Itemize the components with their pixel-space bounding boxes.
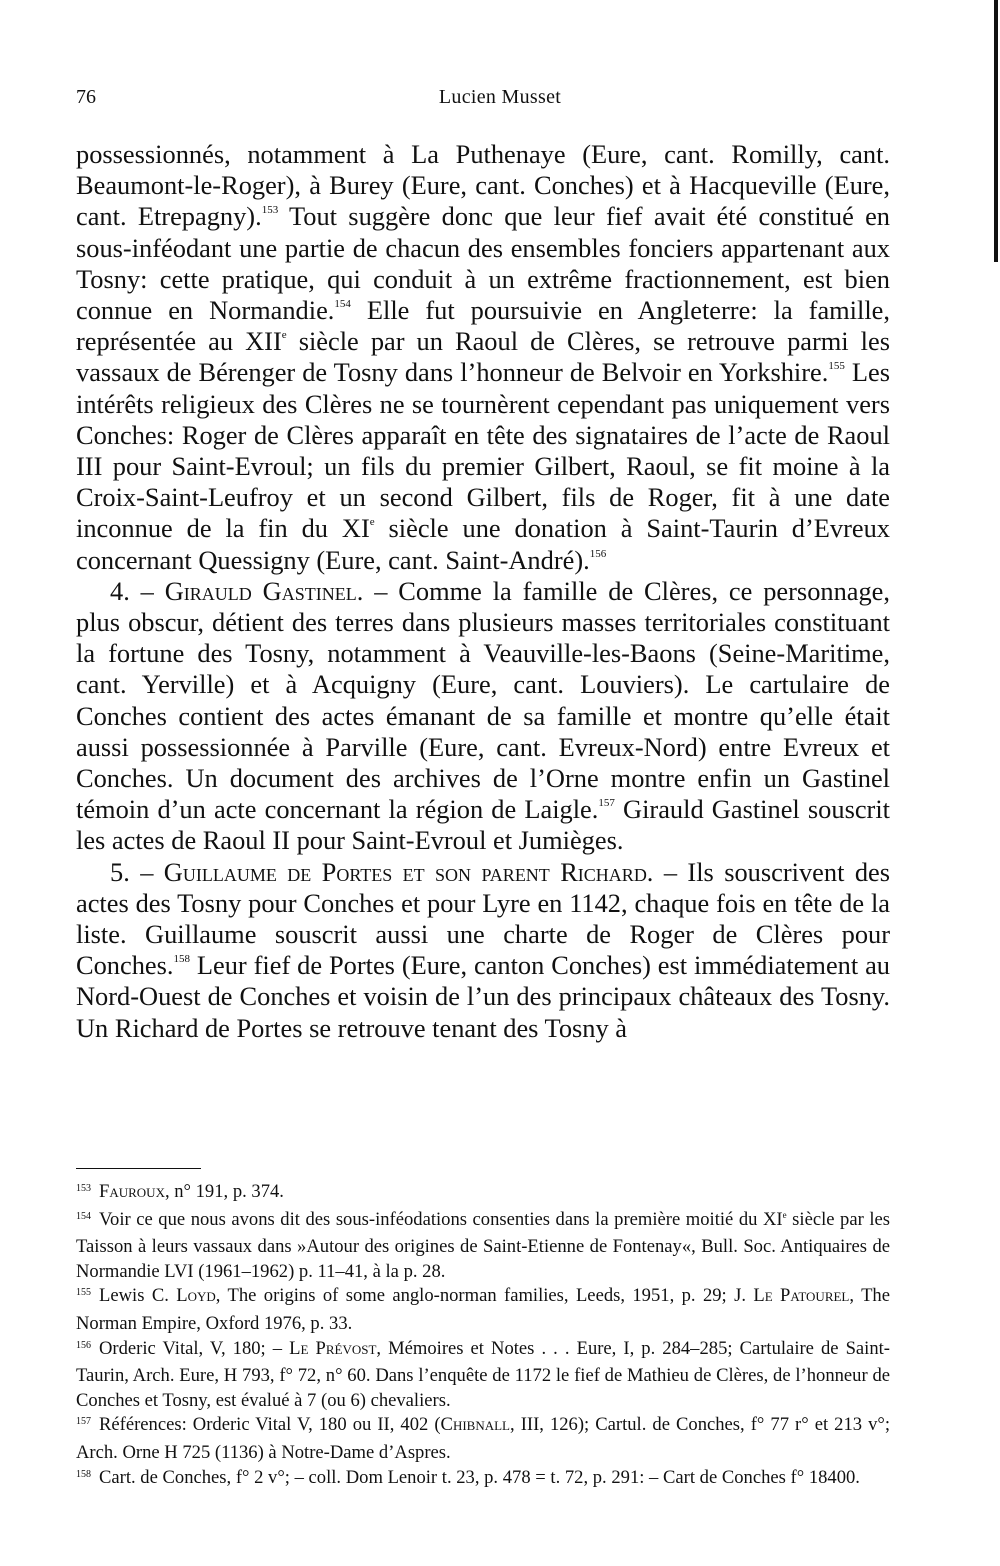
section-heading: Guillaume de Portes et son parent Richard. <box>163 856 654 887</box>
footnote-153: $^{153}$ Fauroux, n° 191, p. 374. <box>76 1181 284 1202</box>
footnote-158: $^{158}$ Cart. de Conches, f° 2 v°; – coll. Dom Lenoir t. 23, p. 478 = t. 72, p. 291: – Cart de Conches f° 18400. <box>76 1466 860 1488</box>
footnote-157: $^{157}$ Références: Orderic Vital V, 180 ou II, 402 (Chibnall, III, 126); Cartul. de Conches, f° 77 r° et 213 v°; Arch. Orne H 725 (1136) à Notre-Dame d’Aspres. <box>76 1414 890 1463</box>
footnote-ref[interactable]: 156 <box>589 547 607 560</box>
footnote-ref[interactable]: 155 <box>828 360 845 373</box>
page-number: 76 <box>76 86 96 108</box>
paragraph-3: 5. – Guillaume de Portes et son parent Richard. – Ils souscrivent des actes des Tosny pour Conches et pour Lyre en 1142, chaque fois en tête de la liste. Guillaume souscrit aussi une charte de Roger de Clères pour Conches.$^{158}$ Leur fief de Portes (Eure, canton Conches) est immédiatement au Nord-Ouest de Conches et voisin de l’un des principaux châteaux des Tosny. Un Richard de Portes se retrouve tenant des Tosny à <box>76 856 891 1043</box>
superscript-e: e <box>369 516 375 529</box>
footnotes <box>76 1180 890 1493</box>
footnote-ref[interactable]: 154 <box>334 298 351 311</box>
footnote-156: $^{156}$ Orderic Vital, V, 180; – Le Prévost, Mémoires et Notes . . . Eure, I, p. 284–285; Cartulaire de Saint-Taurin, Arch. Eure, H 793, f° 72, n° 60. Dans l’enquête de 1172 le fief de Mathieu de Clères, de l’honneur de Conches et Tosny, est évalué à 7 (ou 6) chevaliers. <box>76 1337 891 1411</box>
running-title: Lucien Musset <box>438 86 562 108</box>
footnote-ref[interactable]: 158 <box>173 953 190 966</box>
paragraph-2: 4. – Girauld Gastinel. – Comme la famille de Clères, ce personnage, plus obscur, détient des terres dans plusieurs masses territoriales constituant la fortune des Tosny, notamment à Veauville-les-Baons (Seine-Maritime, cant. Yerville) et à Acquigny (Eure, cant. Louviers). Le cartulaire de Conches contient des actes émanant de sa famille et montre qu’elle était aussi possessionnée à Parville (Eure, cant. Evreux-Nord) entre Evreux et Conches. Un document des archives de l’Orne montre enfin un Gastinel témoin d’un acte concernant la région de Laigle.$^{157}$ Girauld Gastinel souscrit les actes de Raoul II pour Saint-Evroul et Jumièges. <box>76 575 891 856</box>
section-heading: Girauld Gastinel. <box>164 575 364 606</box>
body-text <box>76 139 890 1044</box>
footnote-separator <box>76 1168 201 1169</box>
footnote-ref[interactable]: 157 <box>598 797 615 810</box>
page-edge-bar <box>994 0 998 262</box>
superscript-e: e <box>281 329 287 342</box>
footnote-ref[interactable]: 153 <box>261 204 279 217</box>
paragraph-1: possessionnés, notamment à La Puthenaye (Eure, cant. Romilly, cant. Beaumont-le-Roger), à Burey (Eure, cant. Conches) et à Hacqueville (Eure, cant. Etrepagny).$^{153}$ Tout suggère donc que leur fief avait été constitué en sous-inféodant une partie de chacun des ensembles fonciers appartenant aux Tosny: cette pratique, qui conduit à un extrême fractionnement, est bien connue en Normandie.$^{154}$ Elle fut poursuivie en Angleterre: la famille, représentée au XIIe siècle par un Raoul de Clères, se retrouve parmi les vassaux de Bérenger de Tosny dans l’honneur de Belvoir en Yorkshire.$^{155}$ Les intérêts religieux des Clères ne se tournèrent cependant pas uniquement vers Conches: Roger de Clères apparaît en tête des signataires de l’acte de Raoul III pour Saint-Evroul; un fils du premier Gilbert, Raoul, se fit moine à la Croix-Saint-Leufroy et un second Gilbert, fils de Roger, fit à une date inconnue de la fin du XIe siècle une donation à Saint-Taurin d’Evreux concernant Quessigny (Eure, cant. Saint-André).$^{156}$ <box>76 139 890 575</box>
footnote-155: $^{155}$ Lewis C. Loyd, The origins of some anglo-norman families, Leeds, 1951, p. 29; J. Le Patourel, The Norman Empire, Oxford 1976, p. 33. <box>76 1285 890 1334</box>
footnote-154: $^{154}$ Voir ce que nous avons dit des sous-inféodations consenties dans la première moitié du XIe siècle par les Taisson à leurs vassaux dans »Autour des origines de Saint-Etienne de Fontenay«, Bull. Soc. Antiquaires de Normandie LVI (1961–1962) p. 11–41, à la p. 28. <box>76 1208 890 1282</box>
